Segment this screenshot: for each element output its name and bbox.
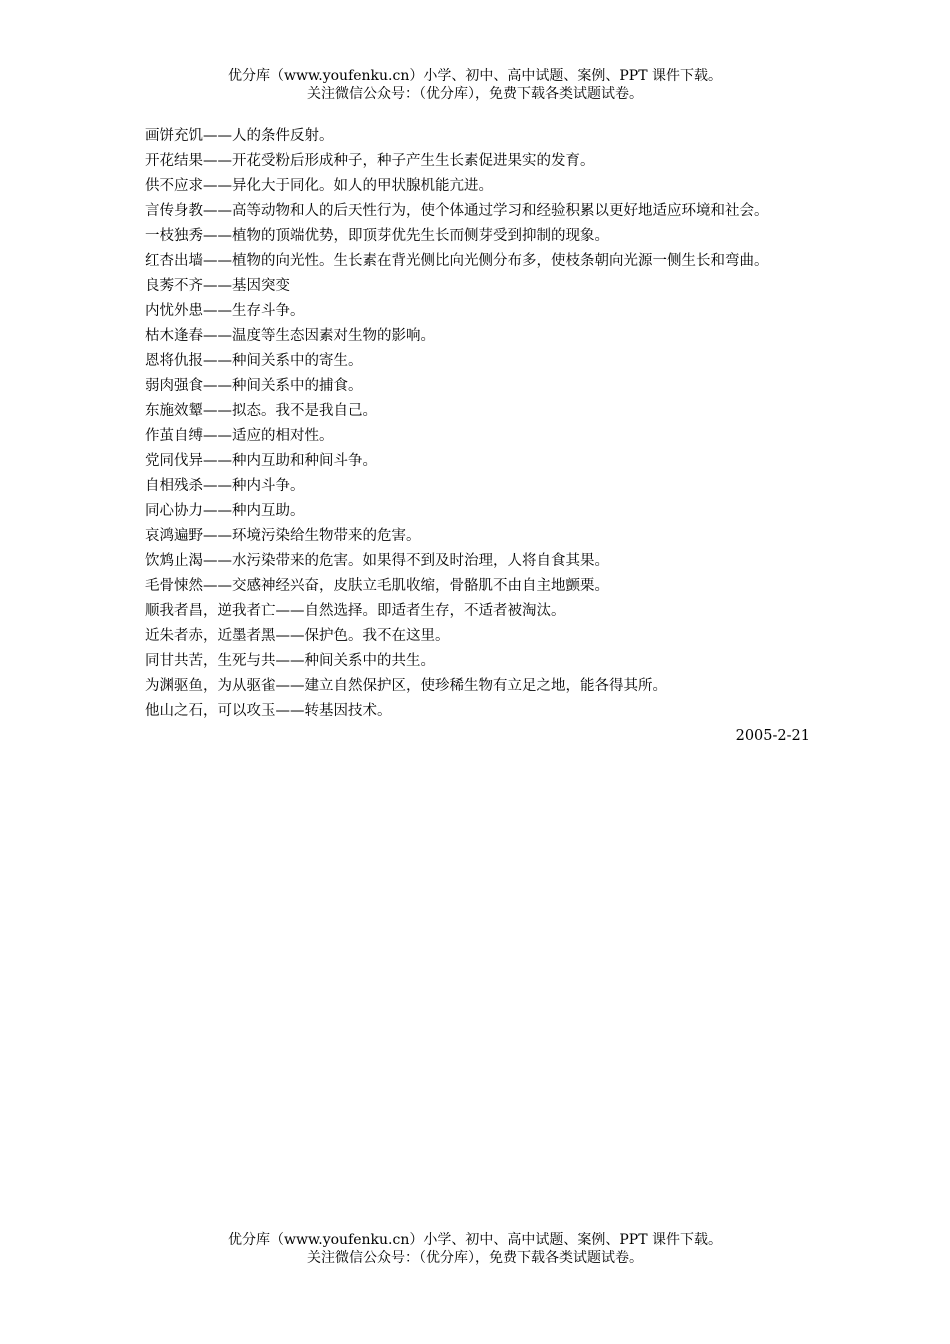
entry-line: 自相残杀——种内斗争。 [145,478,305,494]
entry-line: 枯木逢春——温度等生态因素对生物的影响。 [145,328,435,344]
entry-line: 开花结果——开花受粉后形成种子，种子产生生长素促进果实的发育。 [145,153,595,169]
footer-line-2: 关注微信公众号：（优分库），免费下载各类试题试卷。 [307,1250,643,1266]
document-body [145,124,810,749]
footer-line-1: 优分库（www.youfenku.cn）小学、初中、高中试题、案例、PPT 课件下载。 [227,1232,722,1248]
header-line-2: 关注微信公众号：（优分库），免费下载各类试题试卷。 [307,86,643,102]
page-header [0,67,950,103]
entry-line: 一枝独秀——植物的顶端优势，即顶芽优先生长而侧芽受到抑制的现象。 [145,228,609,244]
page-footer [0,1231,950,1267]
entry-line: 为渊驱鱼，为从驱雀——建立自然保护区，使珍稀生物有立足之地，能各得其所。 [145,678,667,694]
entry-line: 作茧自缚——适应的相对性。 [145,428,334,444]
entry-line: 供不应求——异化大于同化。如人的甲状腺机能亢进。 [145,178,493,194]
entry-line: 言传身教——高等动物和人的后天性行为，使个体通过学习和经验积累以更好地适应环境和社会。 [145,203,769,219]
entry-line: 毛骨悚然——交感神经兴奋，皮肤立毛肌收缩，骨骼肌不由自主地颤栗。 [145,578,609,594]
header-line-1: 优分库（www.youfenku.cn）小学、初中、高中试题、案例、PPT 课件下载。 [227,68,722,84]
entry-line: 内忧外患——生存斗争。 [145,303,305,319]
entry-line: 恩将仇报——种间关系中的寄生。 [145,353,363,369]
entry-line: 顺我者昌，逆我者亡——自然选择。即适者生存，不适者被淘汰。 [145,603,566,619]
document-date: 2005-2-21 [735,728,810,744]
entry-line: 红杏出墙——植物的向光性。生长素在背光侧比向光侧分布多，使枝条朝向光源一侧生长和弯曲。 [145,253,769,269]
entry-line: 同心协力——种内互助。 [145,503,305,519]
entry-line: 东施效颦——拟态。我不是我自己。 [145,403,377,419]
entry-line: 近朱者赤，近墨者黑——保护色。我不在这里。 [145,628,450,644]
entry-line: 党同伐异——种内互助和种间斗争。 [145,453,377,469]
entry-line: 画饼充饥——人的条件反射。 [145,128,334,144]
entry-line: 弱肉强食——种间关系中的捕食。 [145,378,363,394]
entry-line: 饮鸩止渴——水污染带来的危害。如果得不到及时治理，人将自食其果。 [145,553,609,569]
entry-line: 良莠不齐——基因突变 [145,278,290,294]
entry-line: 哀鸿遍野——环境污染给生物带来的危害。 [145,528,421,544]
entry-line: 他山之石，可以攻玉——转基因技术。 [145,703,392,719]
entry-line: 同甘共苦，生死与共——种间关系中的共生。 [145,653,435,669]
